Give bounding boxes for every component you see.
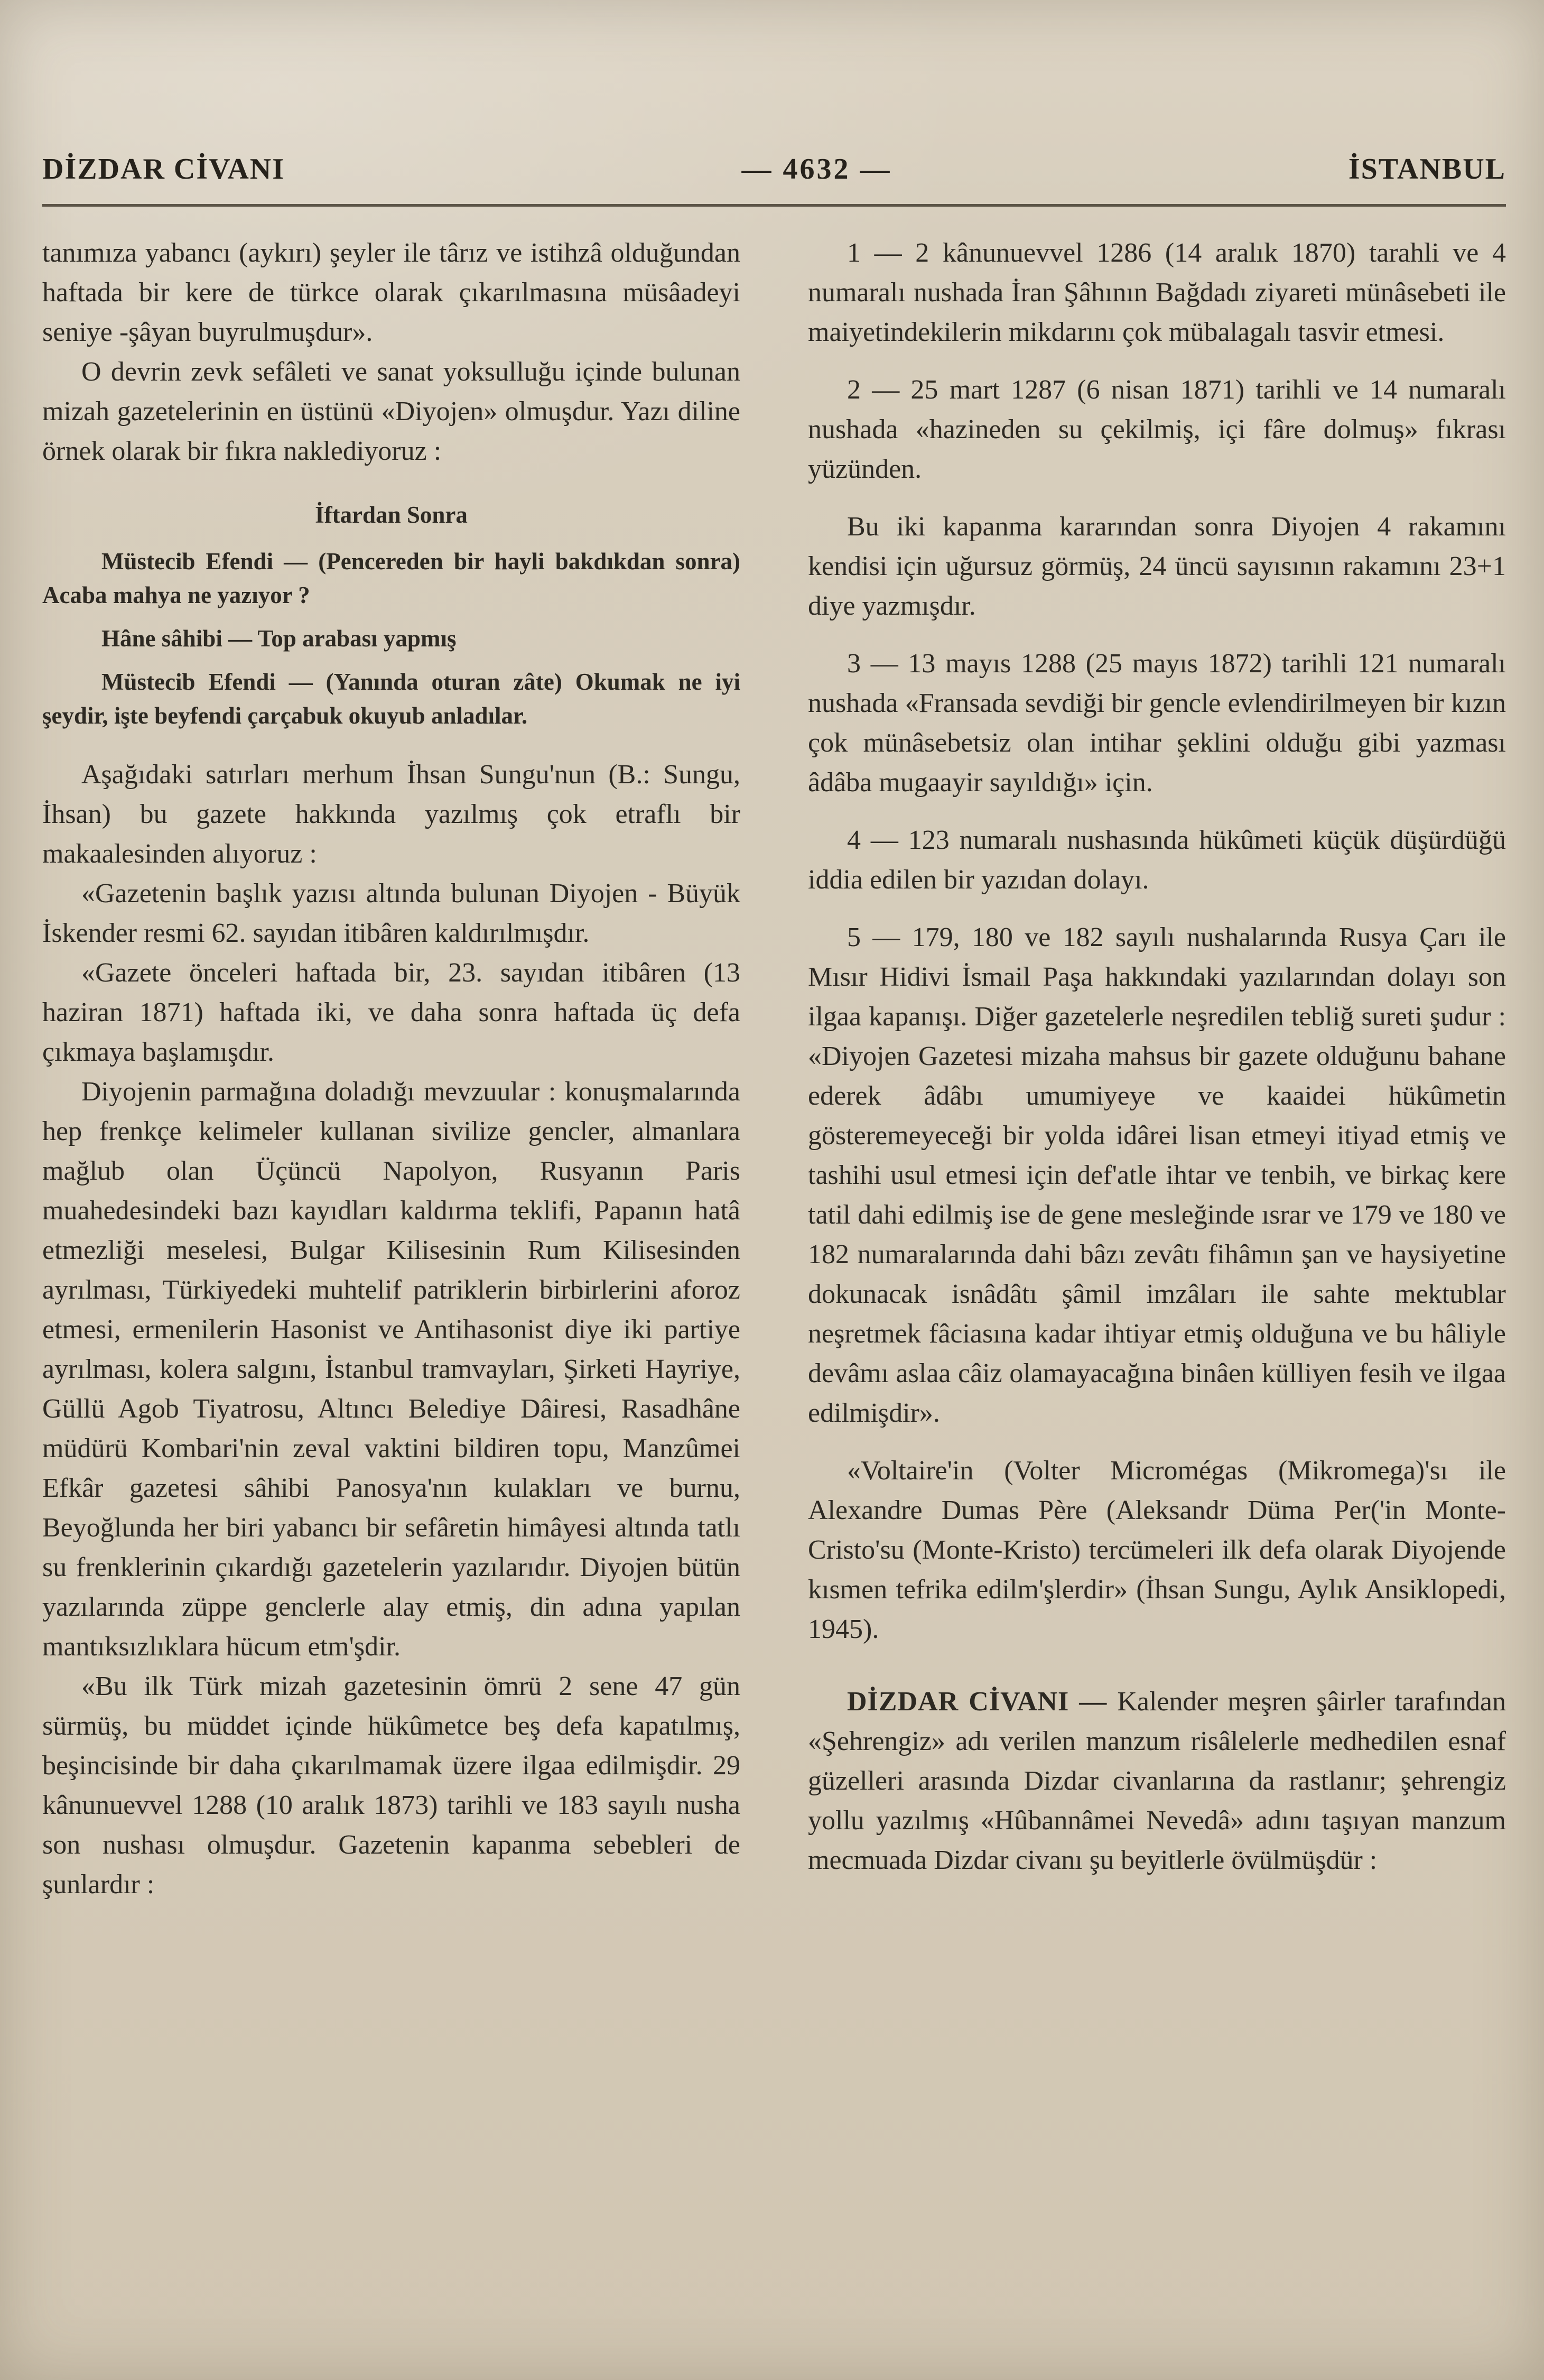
numbered-reason: 2 — 25 mart 1287 (6 nisan 1871) tarihli ve 14 numaralı nushada «hazineden su çekilmiş, içi fâre dolmuş» fıkrası yüzünden. [808,375,1506,484]
header-entry-title: DİZDAR CİVANI [42,153,285,186]
dialogue-line: Hâne sâhibi — Top arabası yapmış [101,625,457,652]
entry-title: DİZDAR CİVANI — [847,1687,1118,1717]
running-header [42,152,1506,186]
dialogue-line: Müstecib Efendi — (Pencereden bir hayli bakdıkdan sonra) Acaba mahya ne yazıyor ? [42,548,740,608]
right-column [808,233,1506,1904]
numbered-reason: 5 — 179, 180 ve 182 sayılı nushalarında Rusya Çarı ile Mısır Hidivi İsmail Paşa hakkındaki yazılarından dolayı son ilgaa kapanışı. Diğer gazetelerle neşredilen tebliğ sureti şudur : «Diyojen Gazetesi mizaha mahsus bir gazete olduğunu bahane ederek âdâbı umumiyeye ve kaaidei hükûmetin gösteremeyeceği bir yolda idârei lisan etmeyi itiyad etmiş ve tashihi usul etmesi için def'atle ihtar ve tenbih, ve birkaç kere tatil dahi edilmiş ise de gene mesleğinde ısrar ve 179 ve 180 ve 182 numaralarında dahi bâzı zevâtı fihâmın şan ve haysiyetine dokunacak isnâdâtı şâmil imzâları ile sahte mektublar neşretmek fâciasına kadar ihtiyar etmiş olduğuna ve bu hâliyle devâmı aslaa câiz olamayacağına binâen külliyen fesih ve ilgaa edilmişdir». [808,922,1506,1428]
header-rule [42,204,1506,207]
paragraph: O devrin zevk sefâleti ve sanat yoksulluğu içinde bulunan mizah gazetelerinin en üstünü «Diyojen» olmuşdur. Yazı diline örnek olarak bir fıkra naklediyoruz : [42,357,740,466]
dialogue-line: Müstecib Efendi — (Yanında oturan zâte) Okumak ne iyi şeydir, işte beyfendi çarçabuk okuyub anladılar. [42,669,740,729]
paragraph: «Gazetenin başlık yazısı altında bulunan Diyojen - Büyük İskender resmi 62. sayıdan itibâren kaldırılmışdır. [42,878,740,948]
entry-paragraph [808,1682,1506,1880]
numbered-reason: 3 — 13 mayıs 1288 (25 mayıs 1872) tarihli 121 numaralı nushada «Fransada sevdiği bir gencle evlendirilmeyen bir kızın çok münâsebetsiz olan intihar şeklini olduğu gibi yazması âdâba mugaayir sayıldığı» için. [808,649,1506,798]
entry-text: Kalender meşren şâirler tarafından «Şehrengiz» adı verilen manzum risâlelerle medhedilen esnaf güzelleri arasında Dizdar civanlarına da rastlanır; şehrengiz yollu yazılmış «Hûbannâmei Nevedâ» adını taşıyan manzum mecmuada Dizdar civanı şu beyitlerle övülmüşdür : [808,1687,1506,1875]
paragraph: Aşağıdaki satırları merhum İhsan Sungu'nun (B.: Sungu, İhsan) bu gazete hakkında yazılmış çok etraflı bir makaalesinden alıyoruz : [42,760,740,869]
paragraph: Bu iki kapanma kararından sonra Diyojen 4 rakamını kendisi için uğursuz görmüş, 24 üncü sayısının rakamını 23+1 diye yazmışdır. [808,512,1506,621]
paragraph: «Voltaire'in (Volter Micromégas (Mikromega)'sı ile Alexandre Dumas Père (Aleksandr Düma Per('in Monte-Cristo'su (Monte-Kristo) tercümeleri ilk defa olarak Diyojende kısmen tefrika edilm'şlerdir» (İhsan Sungu, Aylık Ansiklopedi, 1945). [808,1456,1506,1644]
header-section-title: İSTANBUL [1348,153,1506,186]
paragraph: «Bu ilk Türk mizah gazetesinin ömrü 2 sene 47 gün sürmüş, bu müddet içinde hükûmetce beş defa kapatılmış, beşincisinde bir daha çıkarılmamak üzere ilgaa edilmişdir. 29 kânunuevvel 1288 (10 aralık 1873) tarihli ve 183 sayılı nusha son nushası olmuşdur. Gazetenin kapanma sebebleri de şunlardır : [42,1671,740,1900]
left-column [42,233,740,1904]
numbered-reason: 4 — 123 numaralı nushasında hükûmeti küçük düşürdüğü iddia edilen bir yazıdan dolayı. [808,825,1506,895]
paragraph: «Gazete önceleri haftada bir, 23. sayıdan itibâren (13 haziran 1871) haftada iki, ve daha sonra haftada üç defa çıkmaya başlamışdır. [42,958,740,1067]
text-columns [42,233,1506,1904]
numbered-reason: 1 — 2 kânunuevvel 1286 (14 aralık 1870) tarahli ve 4 numaralı nushada İran Şâhının Bağdadı ziyareti münâsebeti ile maiyetindekilerin mikdarını çok mübalagalı tasvir etmesi. [808,238,1506,347]
paragraph: Diyojenin parmağına doladığı mevzuular : konuşmalarında hep frenkçe kelimeler kullanan sivilize gencler, almanlara mağlub olan Üçüncü Napolyon, Rusyanın Paris muahedesindeki bazı kayıdları kaldırma teklifi, Papanın hatâ etmezliği meselesi, Bulgar Kilisesinin Rum Kilisesinden ayrılması, Türkiyedeki muhtelif patriklerin birbirlerini aforoz etmesi, ermenilerin Hasonist ve Antihasonist diye iki partiye ayrılması, kolera salgını, İstanbul tramvayları, Şirketi Hayriye, Güllü Agob Tiyatrosu, Altıncı Belediye Dâiresi, Rasadhâne müdürü Kombari'nin zeval vaktini bildiren topu, Manzûmei Efkâr gazetesi sâhibi Panosya'nın kulakları ve burnu, Beyoğlunda her biri yabancı bir sefâretin himâyesi altında tatlı su frenklerinin çıkardığı gazetelerin yazılarıdır. Diyojen bütün yazılarında züppe genclerle alay etmiş, din adına yapılan mantıksızlıklara hücum etm'şdir. [42,1077,740,1662]
anecdote-heading: İftardan Sonra [315,502,468,528]
header-page-number: — 4632 — [741,153,892,186]
paragraph: tanımıza yabancı (aykırı) şeyler ile târız ve istihzâ olduğundan haftada bir kere de türkce olarak çıkarılmasına müsâadeyi seniye -şâyan buyrulmuşdur». [42,238,740,347]
